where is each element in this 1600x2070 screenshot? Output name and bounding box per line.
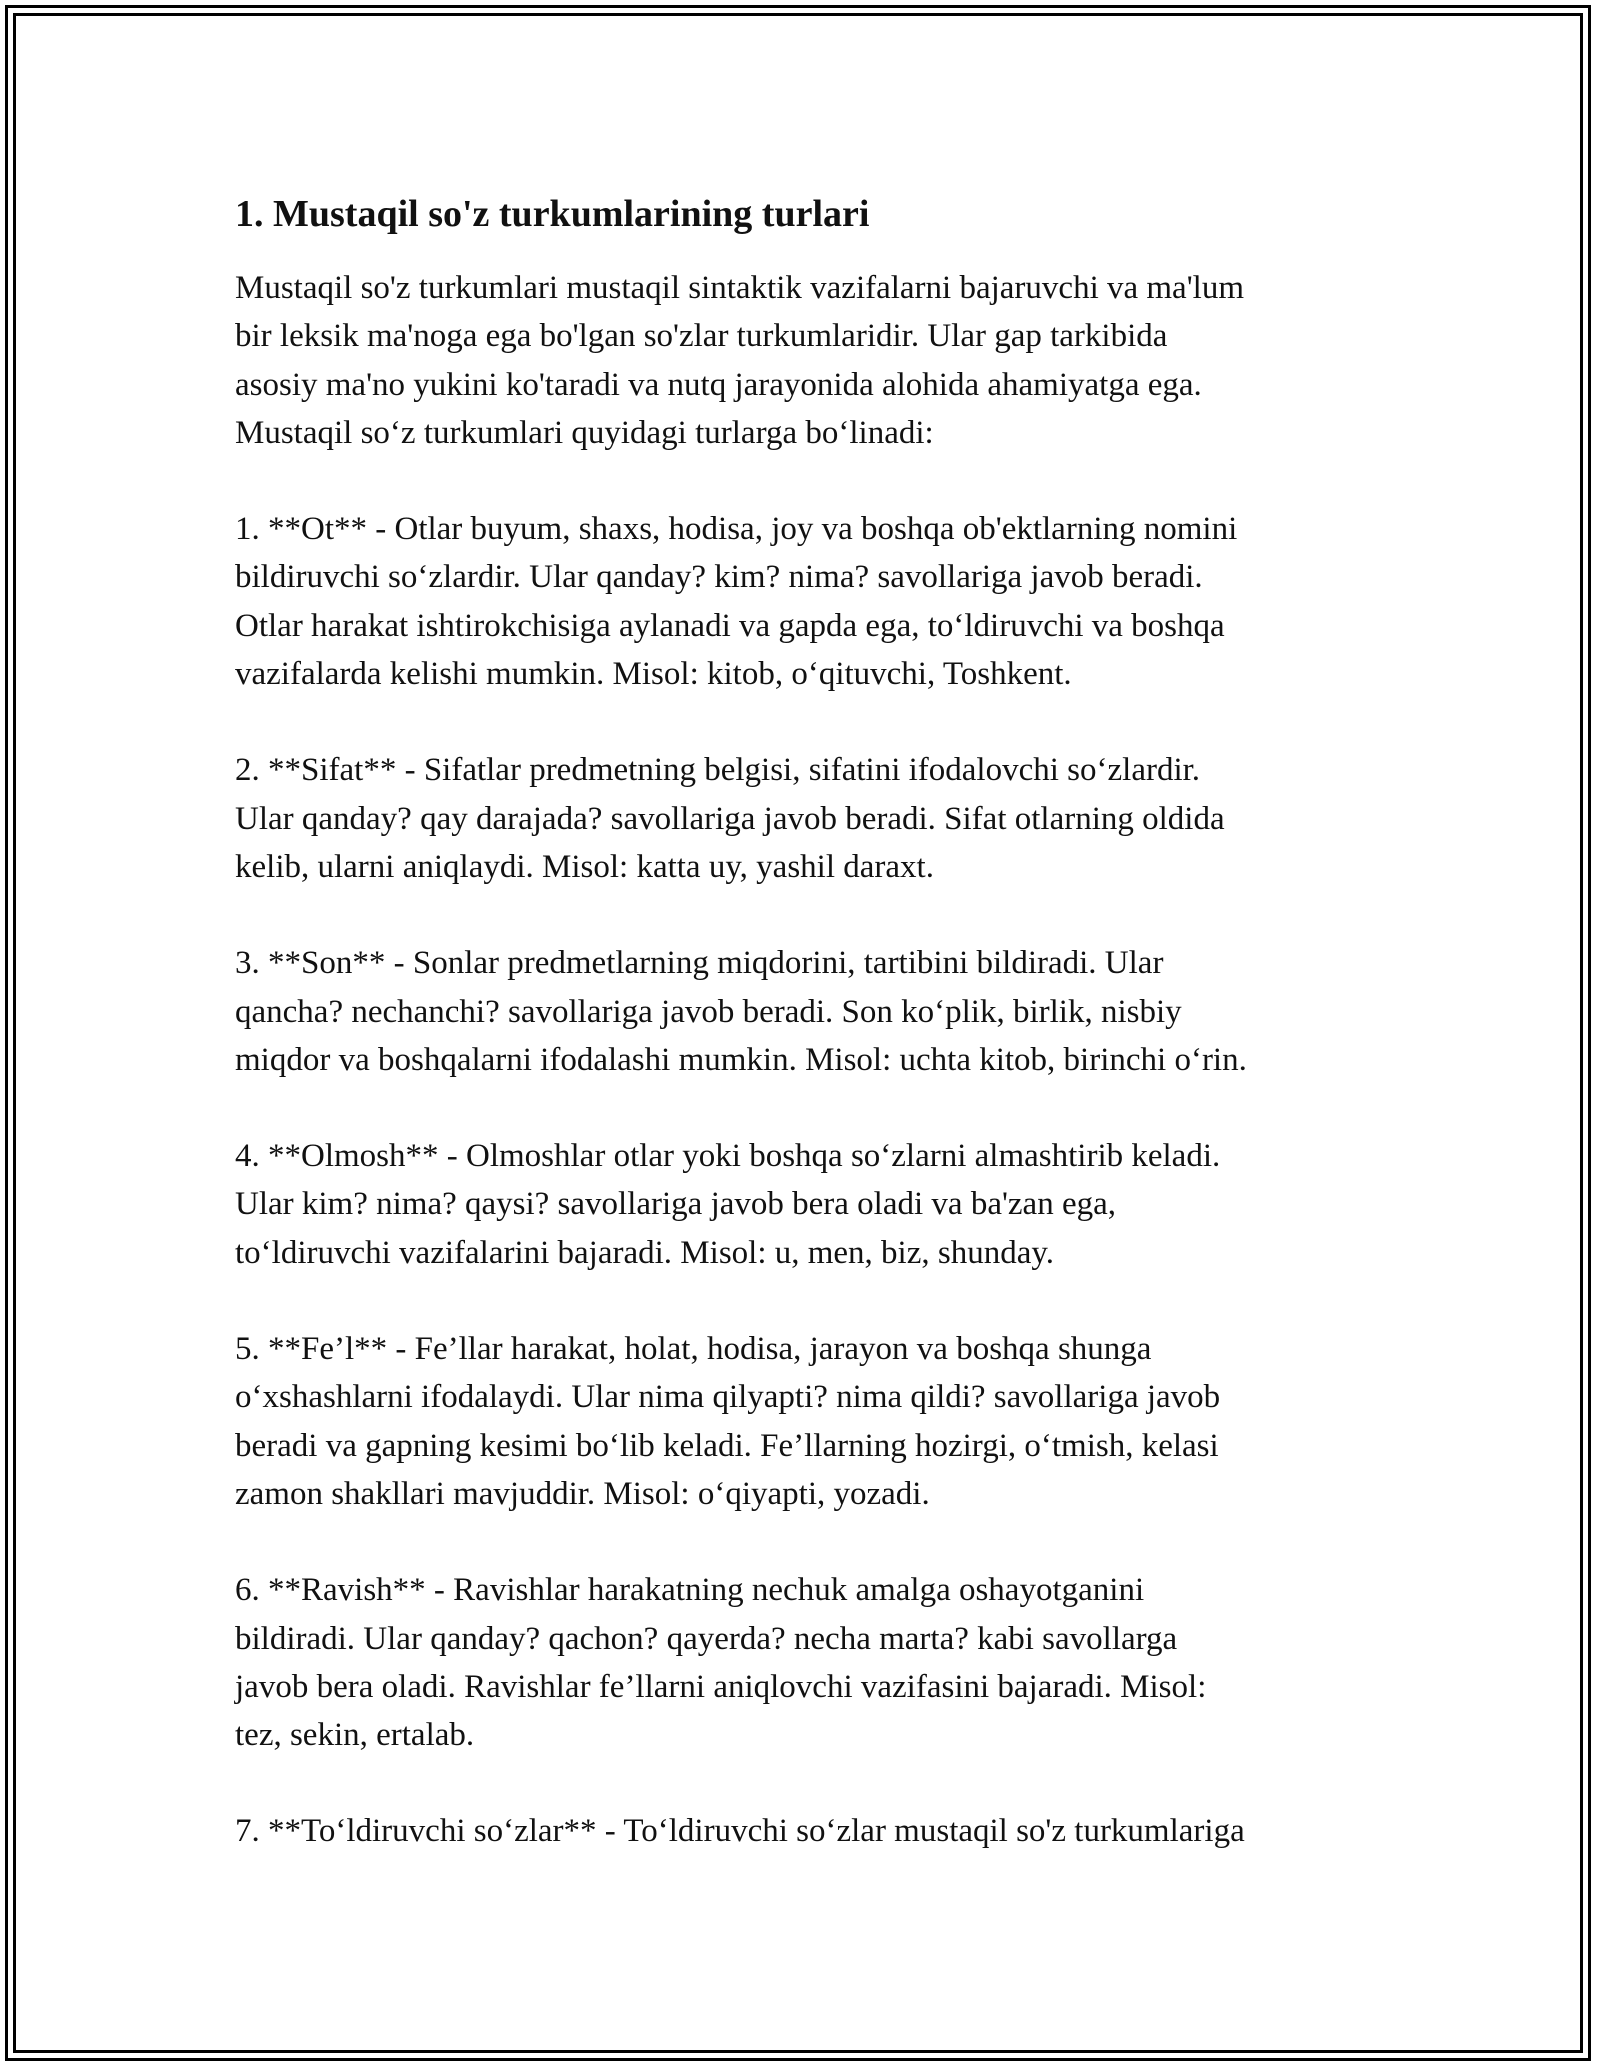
text-line: zamon shakllari mavjuddir. Misol: o‘qiyapti, yozadi. [235, 1475, 930, 1512]
list-item-son [235, 939, 1385, 1084]
text-line: beradi va gapning kesimi bo‘lib keladi. Fe’llarning hozirgi, o‘tmish, kelasi [235, 1427, 1219, 1464]
text-line: bildiruvchi so‘zlardir. Ular qanday? kim? nima? savollariga javob beradi. [235, 559, 1203, 596]
text-line: vazifalarda kelishi mumkin. Misol: kitob, o‘qituvchi, Toshkent. [235, 656, 1072, 693]
text-line: 5. **Fe’l** - Fe’llar harakat, holat, hodisa, jarayon va boshqa shunga [235, 1331, 1152, 1368]
list-item-olmosh [235, 1132, 1385, 1277]
list-item-sifat [235, 746, 1385, 891]
text-line: 2. **Sifat** - Sifatlar predmetning belgisi, sifatini ifodalovchi so‘zlardir. [235, 752, 1201, 789]
text-line: Mustaqil so'z turkumlari mustaqil sintaktik vazifalarni bajaruvchi va ma'lum [235, 270, 1244, 306]
intro-paragraph [235, 264, 1385, 457]
text-line: miqdor va boshqalarni ifodalashi mumkin. Misol: uchta kitob, birinchi o‘rin. [235, 1041, 1247, 1078]
text-line: tez, sekin, ertalab. [235, 1717, 475, 1754]
list-item-ot [235, 505, 1385, 698]
text-line: 3. **Son** - Sonlar predmetlarning miqdorini, tartibini bildiradi. Ular [235, 945, 1164, 982]
document-title: 1. Mustaqil so'z turkumlarining turlari [235, 193, 870, 235]
list-item-fel [235, 1325, 1385, 1518]
text-line: kelib, ularni aniqlaydi. Misol: katta uy, yashil daraxt. [235, 848, 934, 885]
text-line: bildiradi. Ular qanday? qachon? qayerda? necha marta? kabi savollarga [235, 1620, 1178, 1657]
list-item-ravish [235, 1566, 1385, 1759]
text-line: to‘ldiruvchi vazifalarini bajaradi. Misol: u, men, biz, shunday. [235, 1234, 1054, 1271]
text-line: Otlar harakat ishtirokchisiga aylanadi va gapda ega, to‘ldiruvchi va boshqa [235, 607, 1225, 644]
document-body [235, 186, 1385, 1904]
text-line: javob bera oladi. Ravishlar fe’llarni aniqlovchi vazifasini bajaradi. Misol: [235, 1668, 1207, 1705]
text-line: o‘xshashlarni ifodalaydi. Ular nima qilyapti? nima qildi? savollariga javob [235, 1379, 1221, 1416]
text-line: Ular kim? nima? qaysi? savollariga javob bera oladi va ba'zan ega, [235, 1186, 1116, 1223]
text-line: 7. **To‘ldiruvchi so‘zlar** - To‘ldiruvchi so‘zlar mustaqil so'z turkumlariga [235, 1813, 1245, 1850]
text-line: qancha? nechanchi? savollariga javob beradi. Son ko‘plik, birlik, nisbiy [235, 993, 1182, 1030]
text-line: asosiy ma'no yukini ko'taradi va nutq jarayonida alohida ahamiyatga ega. [235, 366, 1202, 403]
text-line: Mustaqil so‘z turkumlari quyidagi turlarga bo‘linadi: [235, 414, 934, 451]
text-line: 1. **Ot** - Otlar buyum, shaxs, hodisa, joy va boshqa ob'ektlarning nomini [235, 511, 1238, 548]
text-line: bir leksik ma'noga ega bo'lgan so'zlar turkumlaridir. Ular gap tarkibida [235, 318, 1168, 355]
list-item-toldiruvchi [235, 1807, 1385, 1855]
text-line: 6. **Ravish** - Ravishlar harakatning nechuk amalga oshayotganini [235, 1572, 1145, 1609]
text-line: 4. **Olmosh** - Olmoshlar otlar yoki boshqa so‘zlarni almashtirib keladi. [235, 1138, 1221, 1175]
text-line: Ular qanday? qay darajada? savollariga javob beradi. Sifat otlarning oldida [235, 800, 1225, 837]
